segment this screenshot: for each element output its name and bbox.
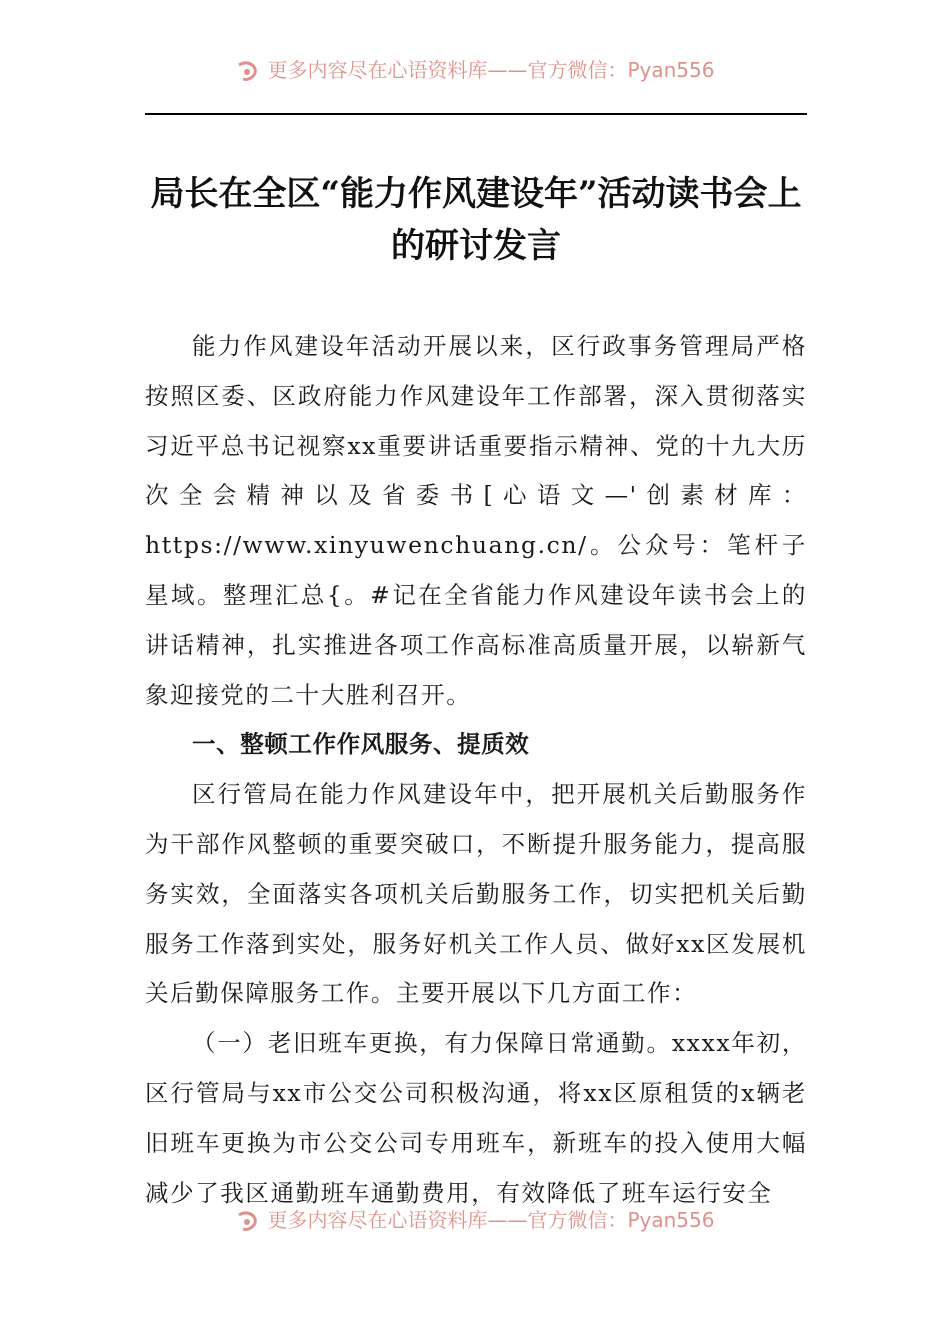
- footer-watermark-text: 更多内容尽在心语资料库——官方微信：Pyan556: [267, 1208, 715, 1232]
- watermark-logo-icon: [235, 61, 261, 83]
- header-watermark-text: 更多内容尽在心语资料库——官方微信：Pyan556: [267, 58, 715, 82]
- header-rule: [145, 113, 807, 115]
- page-title: 局长在全区“能力作风建设年”活动读书会上的研讨发言: [150, 174, 802, 266]
- header-watermark: [0, 56, 950, 84]
- watermark-logo-icon: [235, 1211, 261, 1233]
- document-body: [145, 322, 807, 1218]
- section-heading: 一、整顿工作作风服务、提质效: [192, 730, 530, 759]
- paragraph: 区行管局在能力作风建设年中，把开展机关后勤服务作为干部作风整顿的重要突破口，不断提升服务能力，提高服务实效，全面落实各项机关后勤服务工作，切实把机关后勤服务工作落到实处，服务好机关工作人员、做好xx区发展机关后勤保障服务工作。主要开展以下几方面工作：: [145, 780, 807, 1008]
- paragraph: （一）老旧班车更换，有力保障日常通勤。xxxx年初，区行管局与xx市公交公司积极沟通，将xx区原租赁的x辆老旧班车更换为市公交公司专用班车，新班车的投入使用大幅减少了我区通勤班车通勤费用，有效降低了班车运行安全: [145, 1029, 807, 1207]
- footer-watermark: [0, 1206, 950, 1234]
- paragraph: 能力作风建设年活动开展以来，区行政事务管理局严格按照区委、区政府能力作风建设年工作部署，深入贯彻落实习近平总书记视察xx重要讲话重要指示精神、党的十九大历次全会精神以及省委书[心语文—'创素材库：https://www.xinyuwenchuang.cn/。公众号：笔杆子星域。整理汇总{。#记在全省能力作风建设年读书会上的讲话精神，扎实推进各项工作高标准高质量开展，以崭新气象迎接党的二十大胜利召开。: [145, 332, 807, 709]
